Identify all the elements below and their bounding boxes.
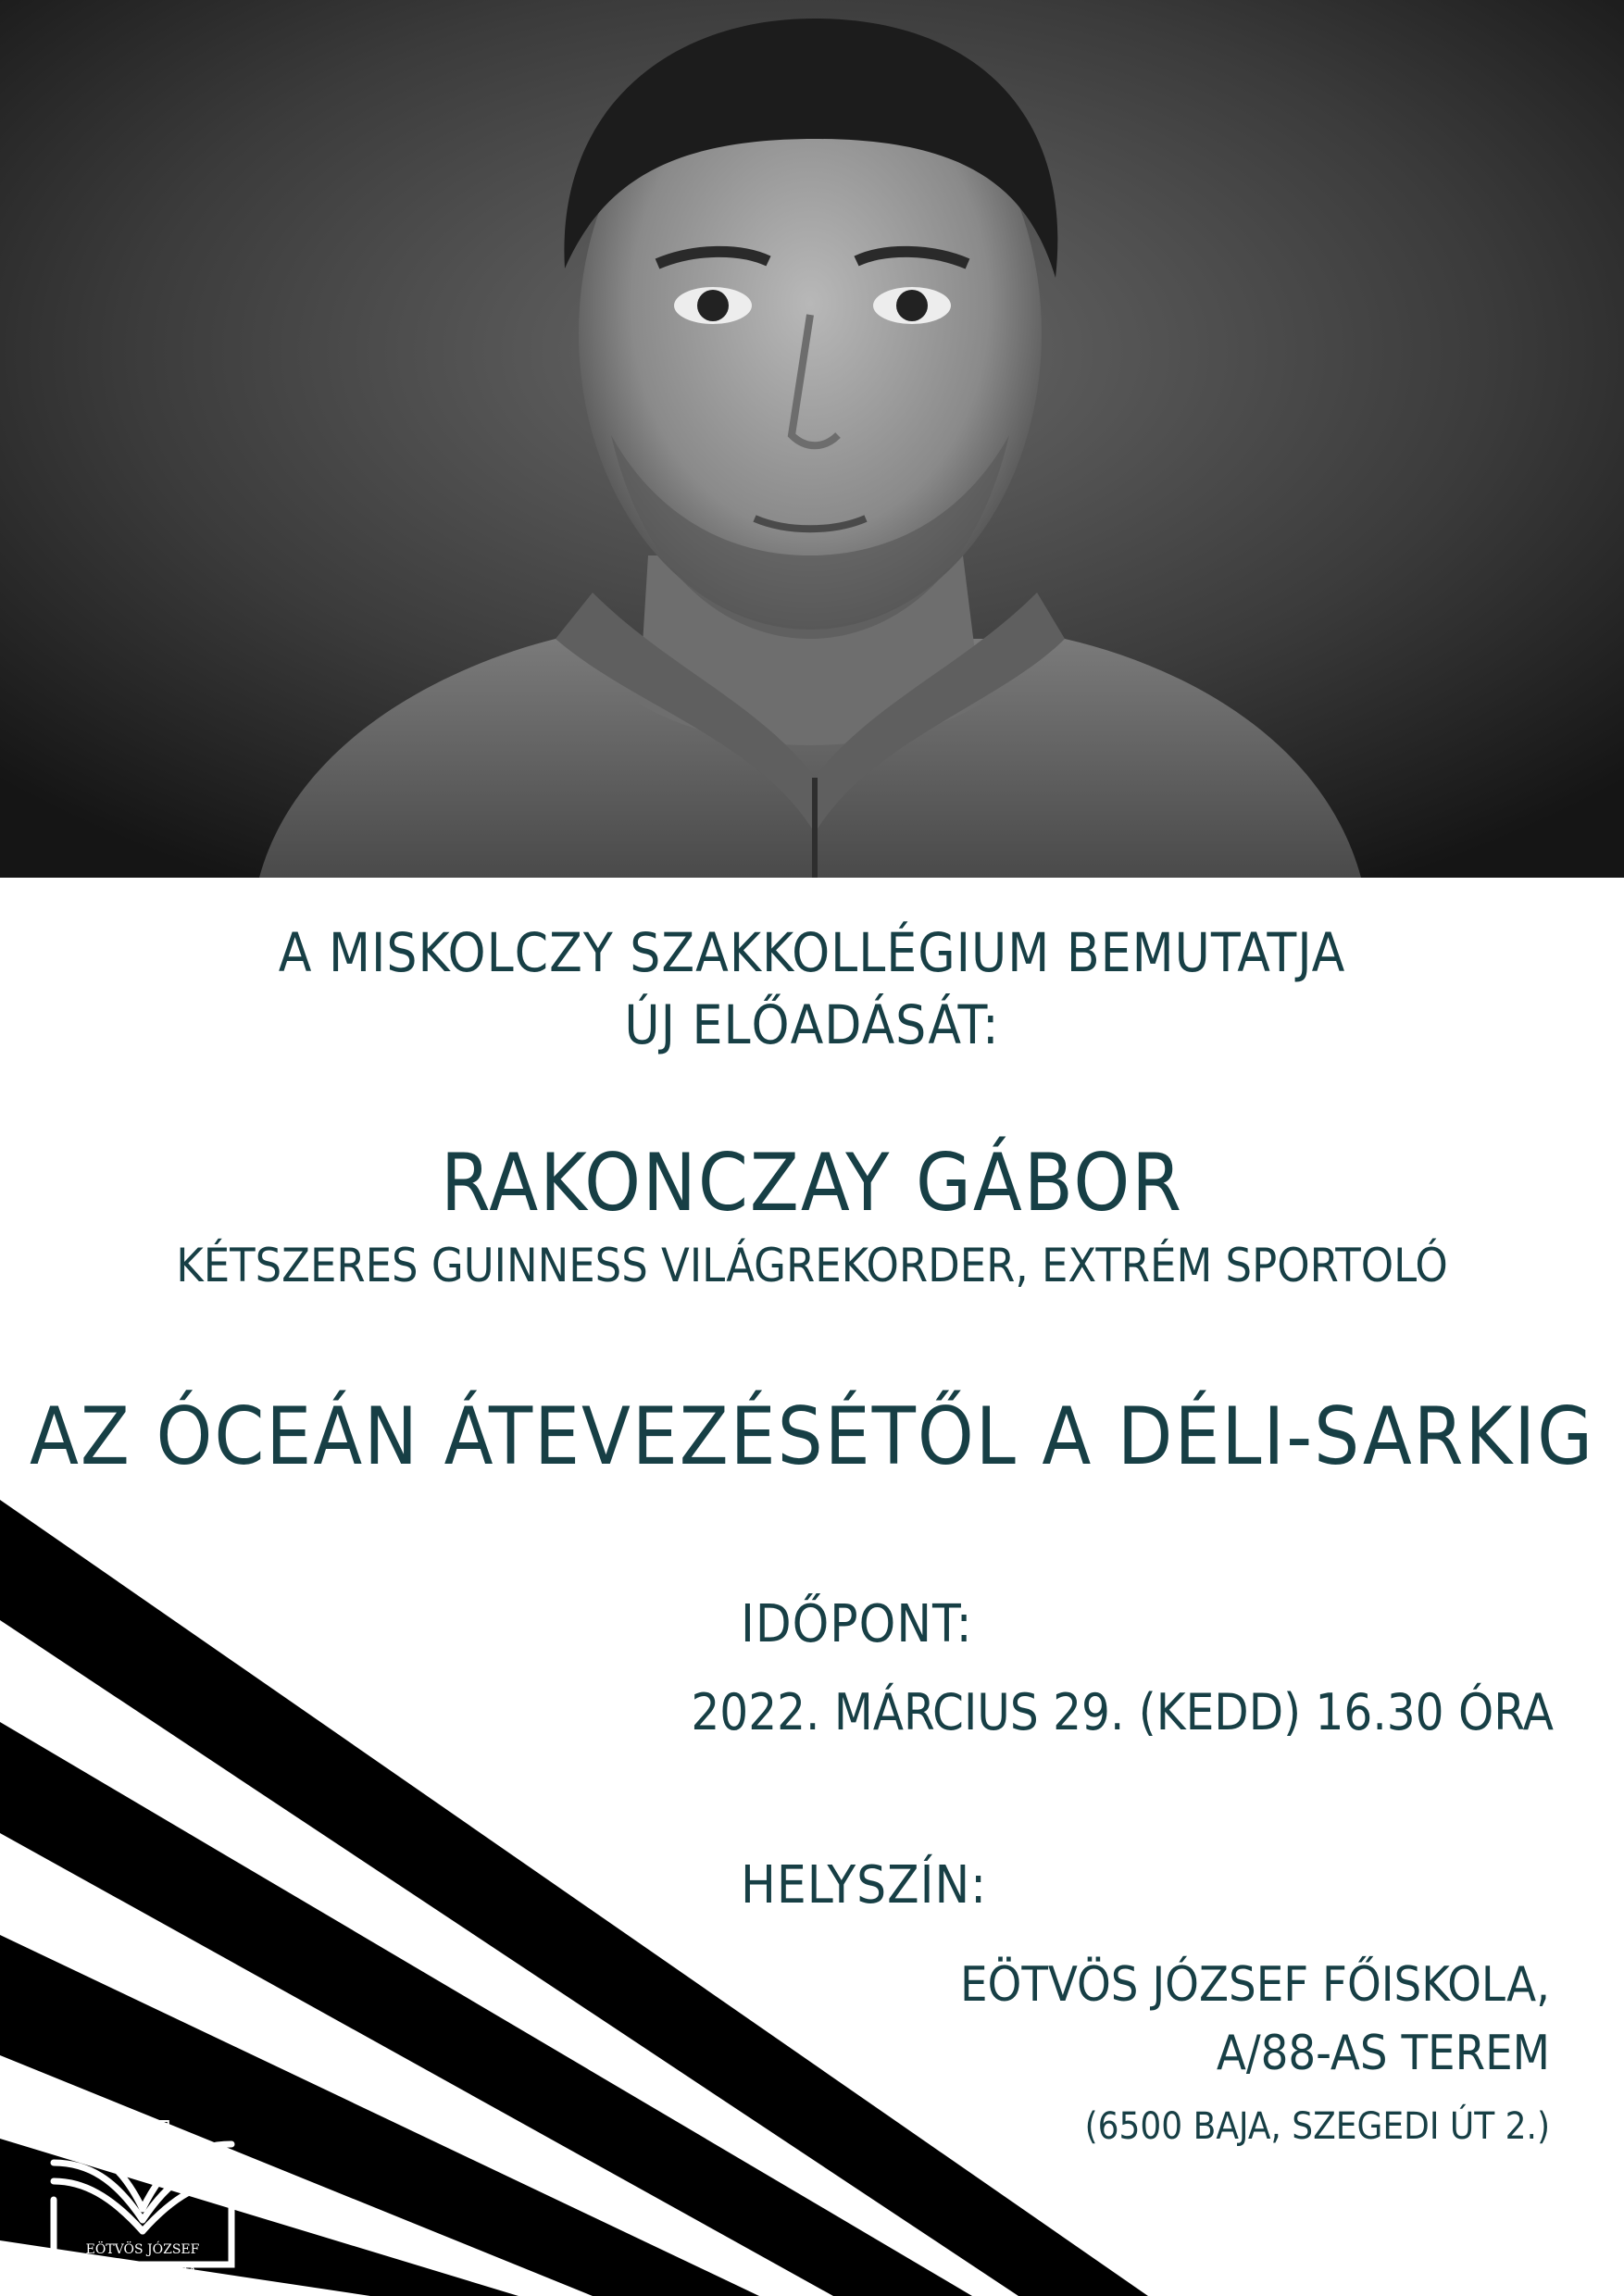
logo-line-2: FŐISKOLA BAJA — [88, 2265, 197, 2279]
speaker-subtitle: KÉTSZERES GUINNESS VILÁGREKORDER, EXTRÉM SPORTOLÓ — [176, 1239, 1448, 1292]
venue-line-2: A/88-AS TEREM — [1216, 2026, 1550, 2081]
intro-line-2: ÚJ ELŐADÁSÁT: — [624, 993, 1000, 1056]
college-logo-icon — [37, 2107, 248, 2283]
venue-label: HELYSZÍN: — [741, 1855, 988, 1915]
venue-line-1: EÖTVÖS JÓZSEF FŐISKOLA, — [959, 1957, 1550, 2013]
intro-text — [0, 917, 1624, 1061]
logo-mark: EJF — [115, 2115, 170, 2148]
venue-address: (6500 BAJA, SZEGEDI ÚT 2.) — [1084, 2105, 1550, 2148]
speaker-name: RAKONCZAY GÁBOR — [440, 1137, 1184, 1229]
lecture-title: AZ ÓCEÁN ÁTEVEZÉSÉTŐL A DÉLI-SARKIG — [29, 1391, 1595, 1483]
date-label: IDŐPONT: — [741, 1594, 973, 1654]
date-value: 2022. MÁRCIUS 29. (KEDD) 16.30 ÓRA — [691, 1683, 1554, 1741]
logo-line-1: EÖTVÖS JÓZSEF — [85, 2242, 200, 2257]
intro-line-1: A MISKOLCZY SZAKKOLLÉGIUM BEMUTATJA — [278, 921, 1346, 984]
speaker-photo — [0, 0, 1624, 878]
